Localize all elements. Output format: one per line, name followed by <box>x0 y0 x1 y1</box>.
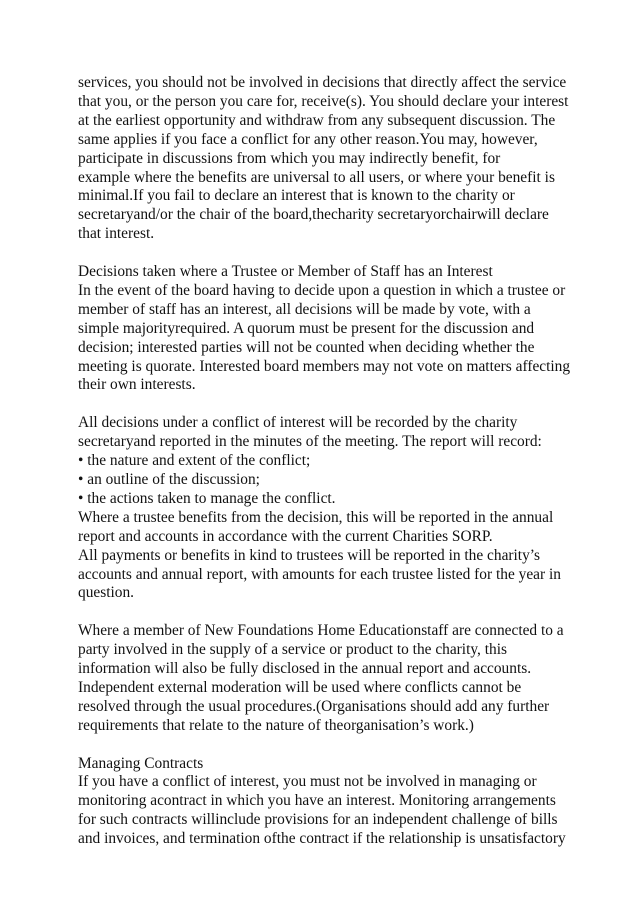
bullet-item: • the actions taken to manage the conflict. <box>78 489 336 507</box>
paragraph-managing-contracts <box>78 755 568 850</box>
text-line: that you, or the person you care for, receive(s). You should declare your interest <box>78 92 569 110</box>
text-line: Independent external moderation will be used where conflicts cannot be <box>78 678 522 696</box>
text-line: services, you should not be involved in decisions that directly affect the service <box>78 74 567 91</box>
paragraph-declaring-interest <box>78 74 568 244</box>
text-line: secretaryand/or the chair of the board,thecharity secretaryorchairwill declare <box>78 206 549 224</box>
text-line: their own interests. <box>78 376 196 394</box>
text-line: secretaryand reported in the minutes of the meeting. The report will record: <box>78 433 542 451</box>
section-heading: Managing Contracts <box>78 754 204 772</box>
bullet-item: • an outline of the discussion; <box>78 471 260 488</box>
text-line: requirements that relate to the nature of theorganisation’s work.) <box>78 716 474 734</box>
text-line: and invoices, and termination ofthe contract if the relationship is unsatisfactory <box>78 830 566 848</box>
text-line: example where the benefits are universal to all users, or where your benefit is <box>78 168 555 186</box>
text-line: simple majorityrequired. A quorum must be present for the discussion and <box>78 319 535 337</box>
text-line: that interest. <box>78 225 155 243</box>
text-line: In the event of the board having to decide upon a question in which a trustee or <box>78 281 566 299</box>
text-line: meeting is quorate. Interested board members may not vote on matters affecting <box>78 357 571 375</box>
text-line: member of staff has an interest, all decisions will be made by vote, with a <box>78 300 531 318</box>
text-line: minimal.If you fail to declare an interest that is known to the charity or <box>78 187 515 205</box>
text-line: Where a member of New Foundations Home Educationstaff are connected to a <box>78 622 564 640</box>
text-line: accounts and annual report, with amounts for each trustee listed for the year in <box>78 565 561 583</box>
text-line: All payments or benefits in kind to trustees will be reported in the charity’s <box>78 546 541 564</box>
text-line: report and accounts in accordance with the current Charities SORP. <box>78 527 493 545</box>
text-line: resolved through the usual procedures.(Organisations should add any further <box>78 697 550 715</box>
text-line: same applies if you face a conflict for any other reason.You may, however, <box>78 130 538 148</box>
text-line: for such contracts willinclude provisions for an independent challenge of bills <box>78 811 558 829</box>
text-line: Where a trustee benefits from the decision, this will be reported in the annual <box>78 508 554 526</box>
paragraph-decisions-with-interest <box>78 263 571 395</box>
paragraph-staff-connections <box>78 622 568 735</box>
text-line: decision; interested parties will not be counted when deciding whether the <box>78 338 535 356</box>
text-line: All decisions under a conflict of interest will be recorded by the charity <box>78 414 518 432</box>
text-line: question. <box>78 584 135 602</box>
text-line: at the earliest opportunity and withdraw from any subsequent discussion. The <box>78 111 556 129</box>
document-page <box>78 74 571 868</box>
section-heading: Decisions taken where a Trustee or Member of Staff has an Interest <box>78 263 493 281</box>
text-line: monitoring acontract in which you have an interest. Monitoring arrangements <box>78 792 556 810</box>
text-line: information will also be fully disclosed in the annual report and accounts. <box>78 660 532 678</box>
text-line: If you have a conflict of interest, you must not be involved in managing or <box>78 773 537 791</box>
text-line: participate in discussions from which you may indirectly benefit, for <box>78 149 501 167</box>
bullet-item: • the nature and extent of the conflict; <box>78 452 311 470</box>
paragraph-recording-decisions <box>78 414 568 603</box>
text-line: party involved in the supply of a service or product to the charity, this <box>78 641 507 659</box>
